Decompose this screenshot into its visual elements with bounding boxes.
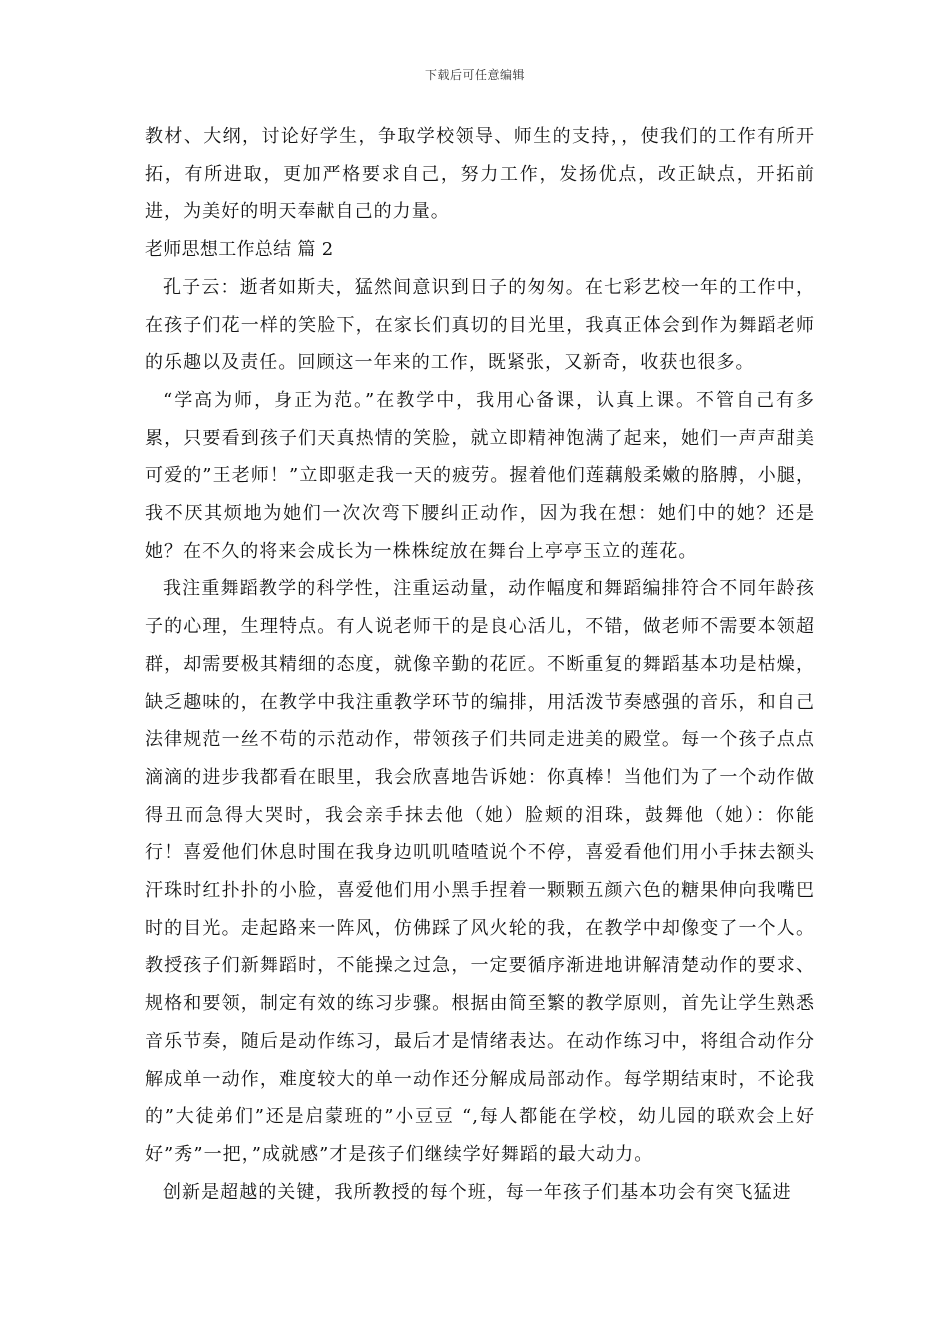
- document-body: [145, 118, 815, 1211]
- paragraph-3: 我注重舞蹈教学的科学性，注重运动量，动作幅度和舞蹈编排符合不同年龄孩子的心理，生理特点。有人说老师干的是良心活儿，不错，做老师不需要本领超群，却需要极其精细的态度，就像辛勤的花匠。不断重复的舞蹈基本功是枯燥，缺乏趣味的，在教学中我注重教学环节的编排，用活泼节奏感强的音乐，和自己法律规范一丝不苟的示范动作，带领孩子们共同走进美的殿堂。每一个孩子点点滴滴的进步我都看在眼里，我会欣喜地告诉她：你真棒！当他们为了一个动作做得丑而急得大哭时，我会亲手抹去他（她）脸颊的泪珠，鼓舞他（她）：你能行！喜爱他们休息时围在我身边叽叽喳喳说个不停，喜爱看他们用小手抹去额头汗珠时红扑扑的小脸，喜爱他们用小黑手捏着一颗颗五颜六色的糖果伸向我嘴巴时的目光。走起路来一阵风，仿佛踩了风火轮的我，在教学中却像变了一个人。教授孩子们新舞蹈时，不能操之过急，一定要循序渐进地讲解清楚动作的要求、规格和要领，制定有效的练习步骤。根据由简至繁的教学原则，首先让学生熟悉音乐节奏，随后是动作练习，最后才是情绪表达。在动作练习中，将组合动作分解成单一动作，难度较大的单一动作还分解成局部动作。每学期结束时，不论我的”大徒弟们”还是启蒙班的”小豆豆 “,每人都能在学校，幼儿园的联欢会上好好”秀”一把，”成就感”才是孩子们继续学好舞蹈的最大动力。: [145, 578, 815, 1165]
- paragraph-1: 孔子云：逝者如斯夫，猛然间意识到日子的匆匆。在七彩艺校一年的工作中，在孩子们花一样的笑脸下，在家长们真切的目光里，我真正体会到作为舞蹈老师的乐趣以及责任。回顾这一年来的工作，既紧张，又新奇，收获也很多。: [145, 276, 815, 374]
- section-title: 老师思想工作总结 篇 2: [145, 239, 334, 261]
- paragraph-2: “学高为师，身正为范。”在教学中，我用心备课，认真上课。不管自己有多累，只要看到孩子们天真热情的笑脸，就立即精神饱满了起来，她们一声声甜美可爱的”王老师！”立即驱走我一天的疲劳。握着他们莲藕般柔嫩的胳膊，小腿，我不厌其烦地为她们一次次弯下腰纠正动作，因为我在想：她们中的她？还是她？在不久的将来会成长为一株株绽放在舞台上亭亭玉立的莲花。: [145, 389, 815, 562]
- page-header-note: 下载后可任意编辑: [424, 68, 525, 82]
- paragraph-4: 创新是超越的关键，我所教授的每个班，每一年孩子们基本功会有突飞猛进: [163, 1181, 792, 1203]
- intro-paragraph: 教材、大纲，讨论好学生，争取学校领导、师生的支持，，使我们的工作有所开拓，有所进取，更加严格要求自己，努力工作，发扬优点，改正缺点，开拓前进，为美好的明天奉献自己的力量。: [145, 126, 815, 223]
